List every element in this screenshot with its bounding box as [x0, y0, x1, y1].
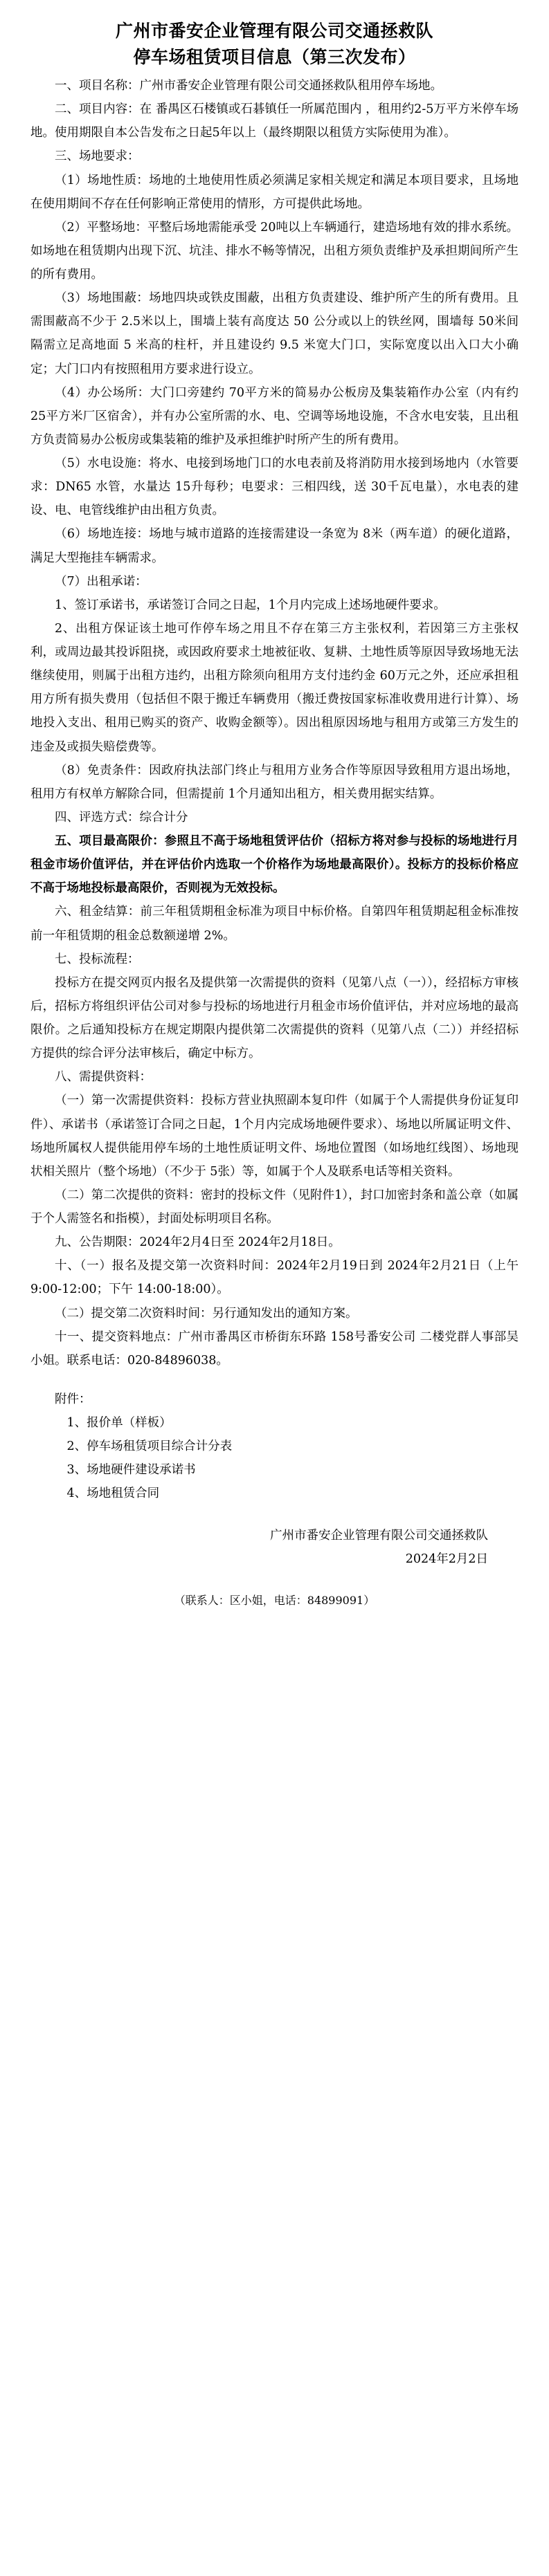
document-body: [30, 74, 519, 1372]
page-title: [30, 18, 519, 70]
section-submission-location: 十一、提交资料地点：广州市番禺区市桥街东环路 158号番安公司 二楼党群人事部吴小姐。联系电话：020-84896038。: [30, 1330, 519, 1368]
req-site-leveling: （2）平整场地：平整后场地需能承受 20吨以上车辆通行，建造场地有效的排水系统。如场地在租赁期内出现下沉、坑洼、排水不畅等情况，出租方须负责维护及承担期间所产生的所有费用。: [30, 220, 519, 282]
signoff-block: [30, 1524, 519, 1571]
commitment-item-2: 2、出租方保证该土地可作停车场之用且不存在第三方主张权利，若因第三方主张权利，或周边最其投诉阻挠，或因政府要求土地被征收、复耕、土地性质等原因导致场地无法继续使用，则属于出租方违约，出租方除须向租用方支付违约金 60万元之外，还应承担租用方所有损失费用（包括但不限于搬迁车辆费用（搬迁费按国家标准收费用进行计算）、场地投入支出、租用已购买的资产、收购金额等）。因出租原因场地与租用方或第三方发生的违金及或损失赔偿费等。: [30, 621, 519, 754]
section-announcement-period: 九、公告期限：2024年2月4日至 2024年2月18日。: [55, 1235, 341, 1250]
materials-second-submission: （二）第二次提供的资料：密封的投标文件（见附件1），封口加密封条和盖公章（如属于个人需签名和指模），封面处标明项目名称。: [30, 1188, 519, 1226]
bidding-process-detail: 投标方在提交网页内报名及提供第一次需提供的资料（见第八点（一）），经招标方审核后，招标方将组织评估公司对参与投标的场地进行月租金市场价值评估，并对应场地的最高限价。之后通知投标方在规定期限内提供第二次需提供的资料（见第八点（二））并经招标方提供的综合评分法审核后，确定中标方。: [30, 975, 519, 1061]
section-site-requirements: 三、场地要求：: [55, 149, 140, 164]
attachment-item: 3、场地硬件建设承诺书: [66, 1463, 196, 1478]
req-site-enclosure: （3）场地围蔽：场地四块或铁皮围蔽，出租方负责建设、维护所产生的所有费用。且需围蔽高不少于 2.5米以上，围墙上装有高度达 50 公分或以上的铁丝网，围墙每 50米间隔需立足高地面 5 米高的柱杆，并且建设约 9.5 米宽大门口，实际宽度以出入口大小确定；大门口内有按照租用方要求进行设立。: [30, 291, 519, 376]
materials-first-submission: （一）第一次需提供资料：投标方营业执照副本复印件（如属于个人需提供身份证复印件）、承诺书（承诺签订合同之日起，1个月内完成场地硬件要求）、场地以所属证明文件、场地所属权人提供能用停车场的土地性质证明文件、场地位置图（如场地红线图）、场地现状相关照片（整个场地）（不少于 5张）等，如属于个人及联系电话等相关资料。: [30, 1094, 519, 1179]
section-bidding-process: 七、投标流程：: [55, 952, 140, 966]
attachment-item: 1、报价单（样板）: [66, 1416, 172, 1430]
section-project-name: 一、项目名称：广州市番安企业管理有限公司交通拯救队租用停车场地。: [55, 79, 442, 93]
attachments-label: 附件：: [55, 1392, 91, 1406]
title-line-2: 停车场租赁项目信息（第三次发布）: [133, 46, 416, 67]
section-required-materials: 八、需提供资料：: [55, 1070, 152, 1085]
section-second-submission-time: （二）提交第二次资料时间：另行通知发出的通知方案。: [55, 1306, 358, 1321]
section-max-price: 五、项目最高限价：参照且不高于场地租赁评估价（招标方将对参与投标的场地进行月租金市场价值评估，并在评估价内选取一个价格作为场地最高限价）。投标方的投标价格应不高于场地投标最高限价，否则视为无效投标。: [30, 834, 519, 896]
req-site-connection: （6）场地连接：场地与城市道路的连接需建设一条宽为 8米（两车道）的硬化道路，满足大型拖挂车辆需求。: [30, 527, 519, 565]
signoff-date: 2024年2月2日: [405, 1552, 488, 1566]
section-first-submission-time: 十、（一）报名及提交第一次资料时间：2024年2月19日到 2024年2月21日（上午 9:00-12:00；下午 14:00-18:00）。: [30, 1259, 519, 1297]
section-rent-settlement: 六、租金结算：前三年租赁期租金标准为项目中标价格。自第四年租赁期起租金标准按前一年租赁期的租金总数额递增 2%。: [30, 905, 519, 943]
req-exemption: （8）免责条件：因政府执法部门终止与租用方业务合作等原因导致租用方退出场地，租用方有权单方解除合同，但需提前 1个月通知出租方，相关费用据实结算。: [30, 763, 519, 801]
req-water-electricity: （5）水电设施：将水、电接到场地门口的水电表前及将消防用水接到场地内（水管要求：DN65 水管，水量达 15升每秒；电要求：三相四线，送 30千瓦电量），水电表的建设、电、电管线维护由出租方负责。: [30, 457, 519, 518]
attachments-block: [30, 1388, 519, 1506]
req-lessor-commitment: （7）出租承诺：: [55, 574, 147, 589]
footer-contact: （联系人：区小姐，电话：84899091）: [174, 1593, 375, 1607]
attachments-list: [30, 1411, 519, 1506]
signoff-organization: 广州市番安企业管理有限公司交通拯救队: [270, 1528, 488, 1543]
attachment-item: 2、停车场租赁项目综合计分表: [66, 1439, 233, 1454]
req-site-nature: （1）场地性质：场地的土地使用性质必须满足家相关规定和满足本项目要求，且场地在使用期间不存在任何影响正常使用的情形，方可提供此场地。: [30, 173, 519, 211]
req-office-space: （4）办公场所：大门口旁建约 70平方米的简易办公板房及集装箱作办公室（内有约 25平方米厂区宿舍），并有办公室所需的水、电、空调等场地设施，不含水电安装，且出租方负责简易办公板房或集装箱的维护及承担维护时所产生的所有费用。: [30, 385, 519, 447]
section-selection-method: 四、评选方式：综合计分: [55, 810, 188, 825]
section-project-content: 二、项目内容：在 番禺区石楼镇或石碁镇任一所属范围内 ，租用约2-5万平方米停车场地。使用期限自本公告发布之日起5年以上（最终期限以租赁方实际使用为准）。: [30, 102, 519, 140]
title-line-1: 广州市番安企业管理有限公司交通拯救队: [115, 21, 433, 41]
attachment-item: 4、场地租赁合同: [66, 1487, 160, 1501]
commitment-item-1: 1、签订承诺书，承诺签订合同之日起，1个月内完成上述场地硬件要求。: [55, 598, 446, 612]
